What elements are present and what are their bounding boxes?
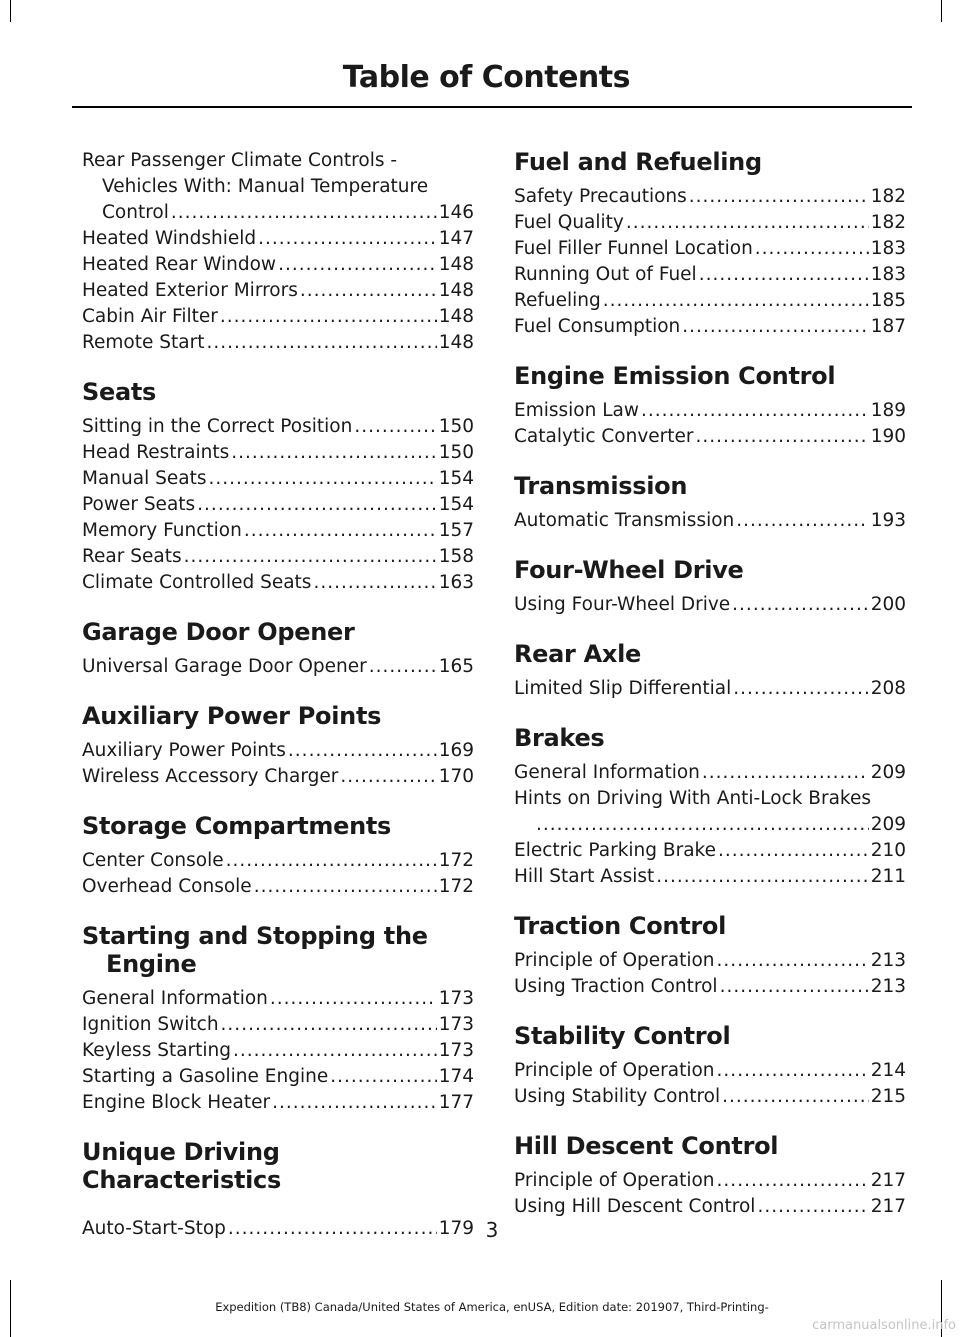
toc-entry-title: Principle of Operation [514, 1060, 715, 1081]
toc-entry-page: 165 [438, 656, 474, 677]
toc-entry-title: Hill Start Assist [514, 866, 655, 887]
page-number: 3 [485, 1218, 499, 1242]
toc-entry[interactable] [82, 764, 474, 790]
toc-entry-page: 172 [438, 876, 474, 897]
toc-entry-page: 193 [870, 510, 906, 531]
toc-entry[interactable] [82, 1012, 474, 1038]
toc-entry[interactable] [82, 304, 474, 330]
toc-entry-title: Vehicles With: Manual Temperature [102, 176, 429, 197]
toc-entry[interactable] [82, 330, 474, 356]
toc-entry-title: Electric Parking Brake [514, 840, 716, 861]
toc-entry[interactable] [82, 492, 474, 518]
dot-leader [254, 874, 437, 900]
section-heading [82, 922, 474, 978]
toc-entry-title: Auxiliary Power Points [82, 740, 286, 761]
toc-entry-page: 148 [438, 280, 474, 301]
toc-entry-title: General Information [514, 762, 700, 783]
toc-entry-title: Cabin Air Filter [82, 306, 218, 327]
toc-entry-title: Overhead Console [82, 876, 252, 897]
toc-entry-page: 185 [870, 290, 906, 311]
toc-entry-title: Keyless Starting [82, 1040, 232, 1061]
toc-entry-page: 173 [438, 1040, 474, 1061]
toc-entry-title: Ignition Switch [82, 1014, 219, 1035]
section-heading: Brakes [514, 724, 605, 752]
dot-leader [699, 262, 869, 288]
toc-entry-page: 173 [438, 988, 474, 1009]
dot-leader [184, 544, 437, 570]
dot-leader [722, 1084, 869, 1110]
toc-entry-page: 209 [870, 814, 906, 835]
toc-entry[interactable] [82, 148, 474, 226]
toc-entry-page: 214 [870, 1060, 906, 1081]
section-heading: Four-Wheel Drive [514, 556, 744, 584]
toc-entry-page: 183 [870, 264, 906, 285]
toc-entry[interactable] [514, 592, 906, 618]
dot-leader [208, 466, 436, 492]
toc-entry-title: Heated Rear Window [82, 254, 277, 275]
toc-entry-title: General Information [82, 988, 268, 1009]
dot-leader [702, 760, 869, 786]
dot-leader [231, 440, 436, 466]
toc-entry-page: 190 [870, 426, 906, 447]
dot-leader [369, 654, 437, 680]
toc-entry[interactable] [82, 1038, 474, 1064]
crop-mark-top-right [941, 0, 942, 22]
toc-entry[interactable] [82, 1064, 474, 1090]
toc-entry[interactable] [82, 874, 474, 900]
toc-entry-page: 172 [438, 850, 474, 871]
dot-leader [278, 252, 437, 278]
dot-leader [270, 986, 437, 1012]
toc-entry-title: Heated Exterior Mirrors [82, 280, 298, 301]
toc-entry-page: 213 [870, 976, 906, 997]
toc-left-column [82, 148, 474, 1242]
toc-entry[interactable] [514, 838, 906, 864]
toc-entry-page: 217 [870, 1170, 906, 1191]
section-heading: Stability Control [514, 1022, 731, 1050]
toc-entry[interactable] [82, 986, 474, 1012]
toc-entry-page: 148 [438, 306, 474, 327]
toc-entry-page: 177 [438, 1092, 474, 1113]
section-heading-line: Starting and Stopping the [82, 922, 428, 950]
toc-entry-page: 150 [438, 442, 474, 463]
dot-leader [732, 592, 869, 618]
toc-entry-page: 182 [870, 212, 906, 233]
toc-entry-page: 200 [870, 594, 906, 615]
toc-entry-page: 148 [438, 332, 474, 353]
toc-entry-page: 189 [870, 400, 906, 421]
dot-leader [300, 278, 437, 304]
section-heading: Rear Axle [514, 640, 642, 668]
toc-entry-title: Power Seats [82, 494, 196, 515]
toc-entry[interactable] [514, 236, 906, 262]
toc-entry-page: 158 [438, 546, 474, 567]
toc-entry-page: 173 [438, 1014, 474, 1035]
toc-entry-title: Wireless Accessory Charger [82, 766, 339, 787]
dot-leader [720, 974, 869, 1000]
toc-entry-title: Remote Start [82, 332, 205, 353]
dot-leader [682, 314, 868, 340]
toc-entry-title: Using Hill Descent Control [514, 1196, 756, 1217]
dot-leader [718, 838, 869, 864]
toc-entry-page: 154 [438, 468, 474, 489]
toc-right-column [514, 148, 906, 1220]
toc-entry-title: Rear Passenger Climate Controls - [82, 150, 398, 171]
toc-entry-page: 154 [438, 494, 474, 515]
toc-entry-page: 179 [438, 1218, 474, 1239]
toc-entry-title: Fuel Consumption [514, 316, 681, 337]
dot-leader [258, 226, 437, 252]
toc-entry-title: Limited Slip Differential [514, 678, 732, 699]
toc-entry[interactable] [82, 466, 474, 492]
toc-entry[interactable] [514, 760, 906, 786]
toc-entry-title: Fuel Quality [514, 212, 624, 233]
toc-entry-title: Hints on Driving With Anti-Lock Brakes [514, 788, 872, 809]
toc-entry[interactable] [82, 440, 474, 466]
dot-leader [689, 184, 869, 210]
toc-entry-page: 170 [438, 766, 474, 787]
toc-entry-title: Head Restraints [82, 442, 230, 463]
toc-entry-page: 147 [438, 228, 474, 249]
toc-entry-page: 182 [870, 186, 906, 207]
dot-leader [288, 738, 437, 764]
toc-entry[interactable] [82, 278, 474, 304]
footer-edition-info: Expedition (TB8) Canada/United States of America, enUSA, Edition date: 201907, Third-Printing- [215, 1300, 769, 1314]
toc-entry[interactable] [82, 654, 474, 680]
toc-entry[interactable] [514, 676, 906, 702]
section-heading: Garage Door Opener [82, 618, 355, 646]
section-heading-line: Engine [106, 950, 197, 978]
toc-entry-title: Sitting in the Correct Position [82, 416, 353, 437]
toc-entry[interactable] [514, 210, 906, 236]
toc-entry-page: 187 [870, 316, 906, 337]
dot-leader [354, 414, 436, 440]
dot-leader [330, 1064, 436, 1090]
dot-leader [171, 200, 437, 226]
crop-mark-top-left [10, 0, 11, 22]
dot-leader [313, 570, 436, 596]
toc-entry-title: Heated Windshield [82, 228, 257, 249]
dot-leader [755, 236, 869, 262]
toc-entry-title: Safety Precautions [514, 186, 687, 207]
dot-leader [220, 304, 437, 330]
section-heading: Engine Emission Control [514, 362, 836, 390]
toc-entry[interactable] [514, 314, 906, 340]
dot-leader [626, 210, 869, 236]
toc-entry-title: Using Stability Control [514, 1086, 721, 1107]
toc-entry-title: Control [102, 202, 169, 223]
toc-entry-title: Auto-Start-Stop [82, 1218, 226, 1239]
toc-entry-title: Starting a Gasoline Engine [82, 1066, 329, 1087]
section-heading: Auxiliary Power Points [82, 702, 382, 730]
dot-leader [272, 1090, 437, 1116]
toc-entry-title: Rear Seats [82, 546, 182, 567]
toc-entry-page: 210 [870, 840, 906, 861]
toc-entry[interactable] [82, 414, 474, 440]
dot-leader [733, 676, 868, 702]
toc-entry[interactable] [514, 1194, 906, 1220]
toc-entry-page: 174 [438, 1066, 474, 1087]
toc-entry-page: 146 [438, 202, 474, 223]
toc-entry[interactable] [514, 1168, 906, 1194]
toc-entry[interactable] [514, 1084, 906, 1110]
dot-leader [717, 948, 869, 974]
watermark: carmanualsonline.info [812, 1318, 956, 1333]
toc-entry-title: Climate Controlled Seats [82, 572, 312, 593]
dot-leader [736, 508, 868, 534]
dot-leader [641, 398, 869, 424]
dot-leader [603, 288, 869, 314]
dot-leader [757, 1194, 868, 1220]
toc-entry[interactable] [514, 288, 906, 314]
toc-entry-page: 211 [870, 866, 906, 887]
toc-entry-title: Running Out of Fuel [514, 264, 697, 285]
toc-entry-title: Fuel Filler Funnel Location [514, 238, 753, 259]
toc-entry[interactable] [514, 864, 906, 890]
toc-entry-title: Center Console [82, 850, 224, 871]
toc-entry-title: Manual Seats [82, 468, 207, 489]
dot-leader [197, 492, 437, 518]
dot-leader [656, 864, 868, 890]
dot-leader [696, 424, 869, 450]
toc-entry[interactable] [82, 544, 474, 570]
section-heading: Transmission [514, 472, 688, 500]
toc-entry[interactable] [514, 424, 906, 450]
toc-entry-page: 169 [438, 740, 474, 761]
dot-leader [340, 764, 436, 790]
toc-entry-title: Principle of Operation [514, 950, 715, 971]
toc-entry-page: 208 [870, 678, 906, 699]
toc-entry[interactable] [514, 398, 906, 424]
section-heading: Seats [82, 378, 157, 406]
toc-entry-title: Engine Block Heater [82, 1092, 271, 1113]
toc-entry-page: 183 [870, 238, 906, 259]
dot-leader [221, 1012, 437, 1038]
toc-entry[interactable] [82, 518, 474, 544]
toc-entry-page: 163 [438, 572, 474, 593]
toc-entry-title: Refueling [514, 290, 601, 311]
section-heading: Unique Driving Characteristics [82, 1138, 281, 1194]
toc-entry-page: 213 [870, 950, 906, 971]
toc-entry[interactable] [514, 262, 906, 288]
toc-entry-title: Memory Function [82, 520, 242, 541]
header-rule [72, 106, 912, 108]
dot-leader [536, 812, 869, 838]
toc-entry-page: 215 [870, 1086, 906, 1107]
section-heading: Traction Control [514, 912, 727, 940]
toc-entry[interactable] [514, 1058, 906, 1084]
section-heading: Fuel and Refueling [514, 148, 762, 176]
toc-entry-page: 157 [438, 520, 474, 541]
toc-entry[interactable] [82, 1090, 474, 1116]
toc-entry-title: Using Four-Wheel Drive [514, 594, 731, 615]
toc-entry[interactable] [82, 848, 474, 874]
toc-entry-page: 217 [870, 1196, 906, 1217]
dot-leader [244, 518, 437, 544]
toc-entry-page: 148 [438, 254, 474, 275]
toc-entry-last-line [514, 812, 906, 838]
toc-entry[interactable] [514, 948, 906, 974]
toc-entry[interactable] [82, 226, 474, 252]
section-heading: Hill Descent Control [514, 1132, 779, 1160]
section-heading: Storage Compartments [82, 812, 392, 840]
toc-entry[interactable] [82, 570, 474, 596]
toc-entry-title: Universal Garage Door Opener [82, 656, 367, 677]
dot-leader [206, 330, 436, 356]
dot-leader [717, 1058, 869, 1084]
toc-entry[interactable] [514, 508, 906, 534]
toc-entry[interactable] [82, 252, 474, 278]
toc-entry-page: 209 [870, 762, 906, 783]
toc-entry-title: Principle of Operation [514, 1170, 715, 1191]
toc-entry[interactable] [514, 974, 906, 1000]
toc-entry-title: Automatic Transmission [514, 510, 735, 531]
dot-leader [226, 848, 437, 874]
toc-entry[interactable] [82, 738, 474, 764]
toc-entry-page: 150 [438, 416, 474, 437]
toc-entry[interactable] [514, 184, 906, 210]
toc-entry-title: Catalytic Converter [514, 426, 694, 447]
page-title: Table of Contents [342, 60, 630, 95]
toc-entry-last-line [82, 200, 474, 226]
toc-entry-title: Using Traction Control [514, 976, 718, 997]
dot-leader [233, 1038, 437, 1064]
toc-entry-title: Emission Law [514, 400, 639, 421]
dot-leader [717, 1168, 869, 1194]
toc-entry[interactable] [514, 786, 906, 838]
